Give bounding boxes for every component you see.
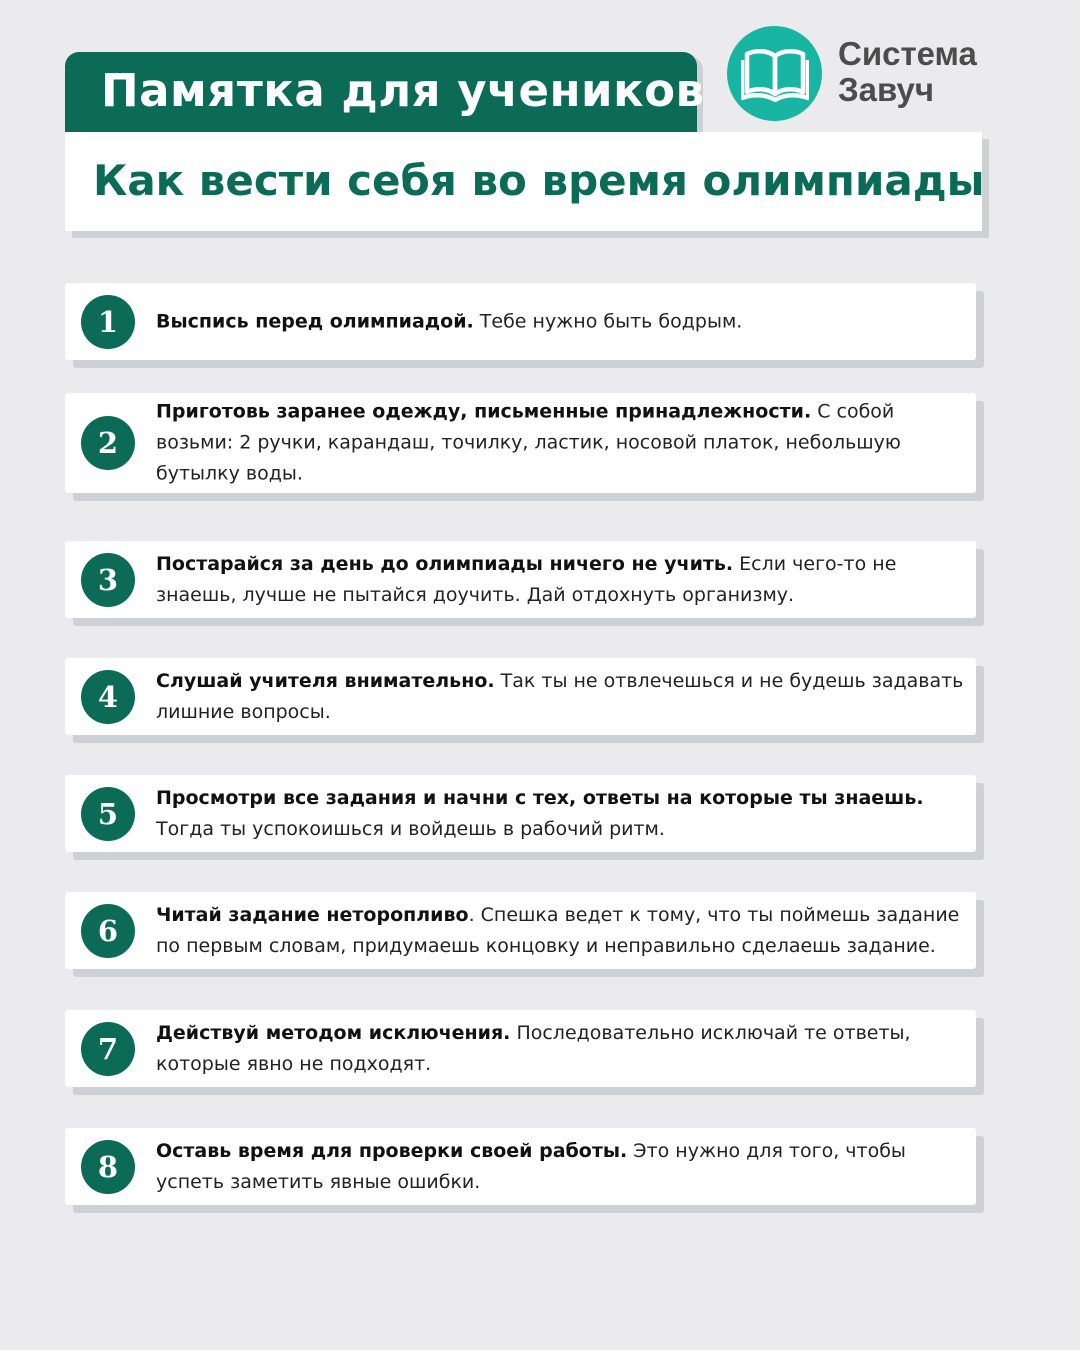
tip-body-text: Если чего-то не знаешь, лучше не пытайся доучить. Дай отдохнуть организму. — [156, 552, 897, 606]
tip-number-badge: 2 — [81, 416, 135, 470]
logo-badge — [727, 26, 822, 121]
logo-line-2: Завуч — [838, 71, 935, 108]
tip-text — [156, 306, 964, 337]
tip-bold-text: Действуй методом исключения. — [156, 1021, 511, 1044]
tip-bold-text: Постарайся за день до олимпиады ничего не учить. — [156, 552, 734, 575]
tip-number-badge: 4 — [81, 670, 135, 724]
tip-body-text: С собой возьми: 2 ручки, карандаш, точилку, ластик, носовой платок, небольшую бутылку воды. — [156, 400, 901, 485]
tip-bold-text: Оставь время для проверки своей работы. — [156, 1139, 628, 1162]
tip-bold-text: Просмотри все задания и начни с тех, ответы на которые ты знаешь. — [156, 786, 924, 809]
logo-line-1: Система — [838, 35, 977, 72]
header-tab-label: Памятка для учеников — [101, 64, 705, 117]
tip-number-badge: 7 — [81, 1022, 135, 1076]
bottom-strip — [0, 1350, 1080, 1358]
open-book-icon — [741, 46, 809, 102]
logo-text — [838, 36, 977, 108]
tip-body-text: Это нужно для того, чтобы успеть заметить явные ошибки. — [156, 1139, 906, 1193]
tip-text — [156, 1018, 964, 1080]
tip-text — [156, 783, 964, 845]
tip-body-text: Тебе нужно быть бодрым. — [473, 310, 743, 332]
tip-body-text: Так ты не отвлечешься и не будешь задавать лишние вопросы. — [156, 669, 964, 723]
tip-number-badge: 1 — [81, 295, 135, 349]
tip-text — [156, 900, 964, 962]
tip-number-badge: 8 — [81, 1140, 135, 1194]
tip-card-6 — [65, 892, 976, 969]
tip-card-5 — [65, 775, 976, 852]
tip-number-badge: 3 — [81, 553, 135, 607]
tip-card-7 — [65, 1010, 976, 1087]
tip-text — [156, 397, 964, 490]
tip-body-text: . Спешка ведет к тому, что ты поймешь задание по первым словам, придумаешь концовку и неправильно сделаешь задание. — [156, 903, 960, 957]
tip-text — [156, 666, 964, 728]
tip-card-3 — [65, 541, 976, 618]
tip-card-2 — [65, 393, 976, 493]
tip-body-text: Последовательно исключай те ответы, которые явно не подходят. — [156, 1021, 911, 1075]
tip-bold-text: Приготовь заранее одежду, письменные принадлежности. — [156, 400, 812, 423]
tip-body-text: Тогда ты успокоишься и войдешь в рабочий ритм. — [156, 817, 665, 840]
tip-number-badge: 6 — [81, 904, 135, 958]
tip-card-1 — [65, 283, 976, 360]
page-title: Как вести себя во время олимпиады — [93, 156, 985, 205]
tip-card-8 — [65, 1128, 976, 1205]
title-card — [65, 132, 985, 231]
tip-text — [156, 1136, 964, 1198]
tip-bold-text: Слушай учителя внимательно. — [156, 669, 495, 692]
header-tab — [65, 52, 705, 134]
tip-card-4 — [65, 658, 976, 735]
tip-bold-text: Выспись перед олимпиадой. — [156, 310, 474, 332]
tip-bold-text: Читай задание неторопливо — [156, 903, 469, 926]
tip-text — [156, 549, 964, 611]
tip-number-badge: 5 — [81, 787, 135, 841]
